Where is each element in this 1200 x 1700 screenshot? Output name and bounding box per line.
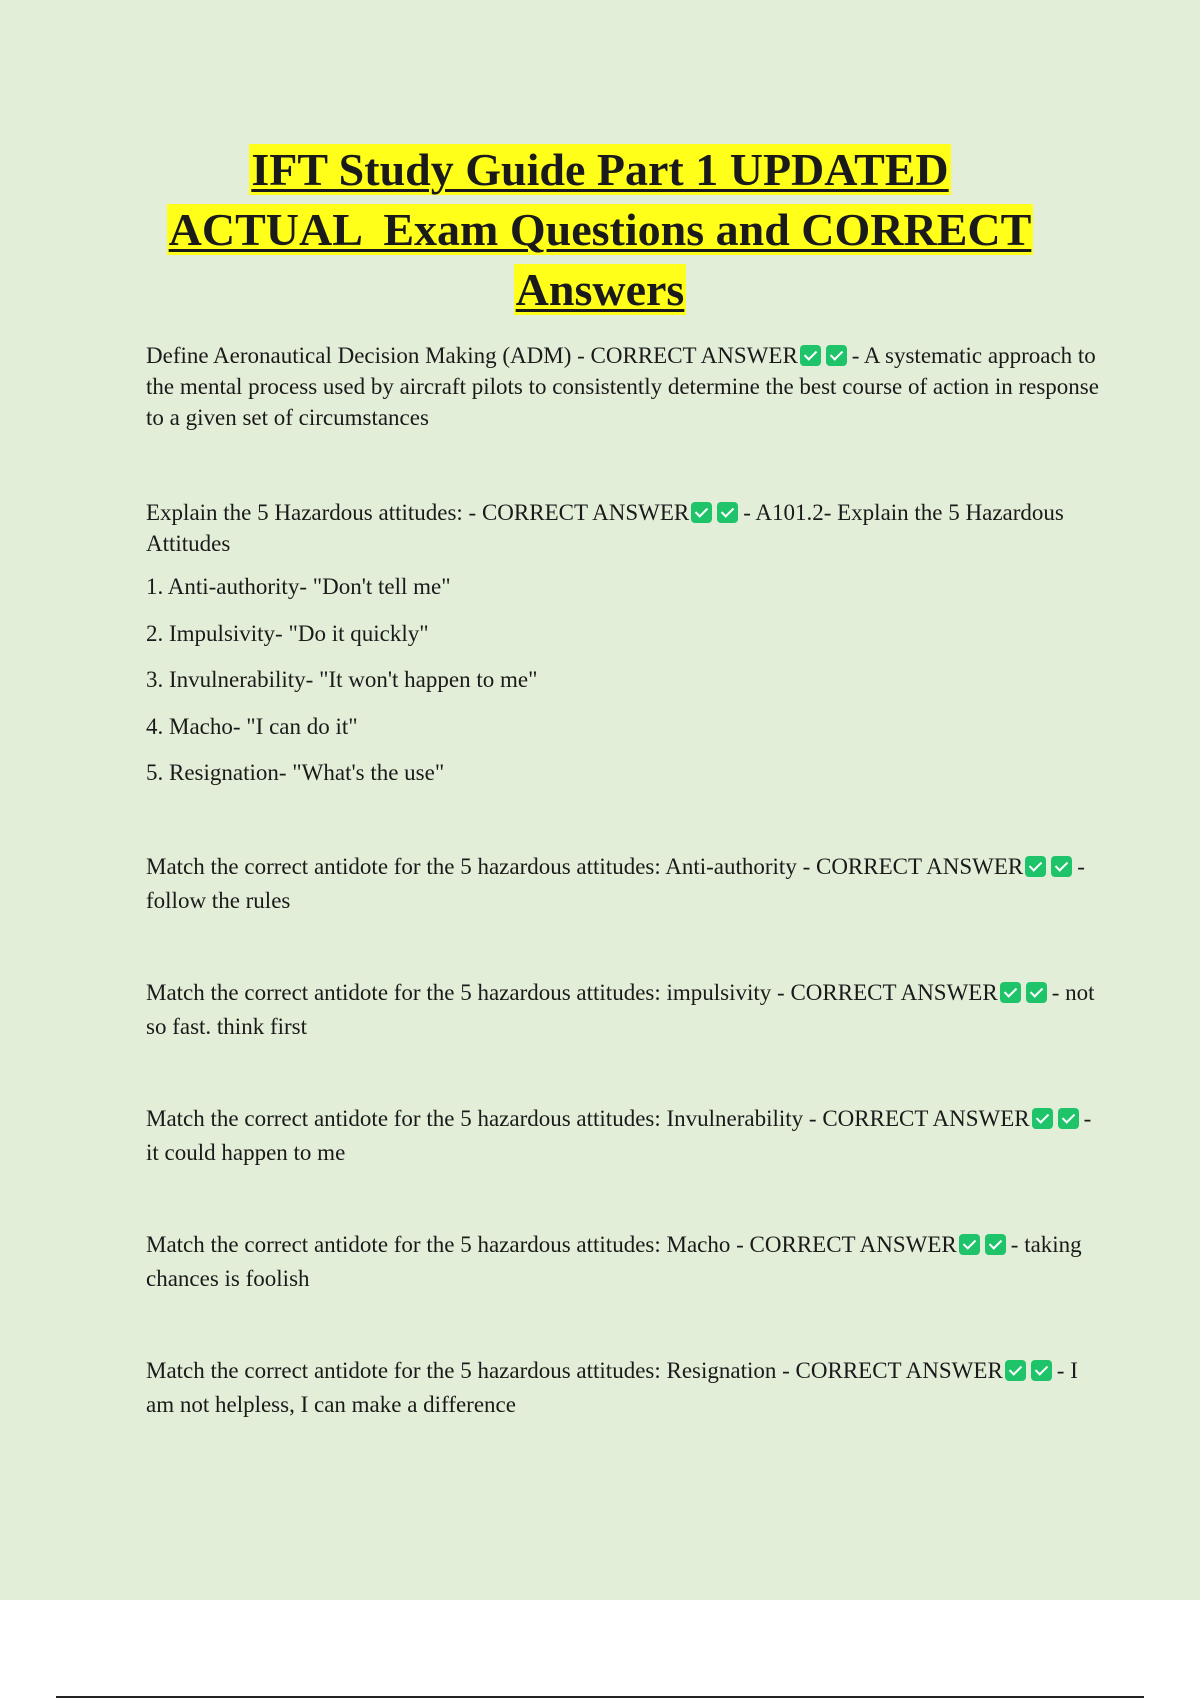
check-box-icon [717,502,738,523]
check-box-icon [1000,982,1021,1003]
check-box-icon [1051,856,1072,877]
attitude-list-item: 3. Invulnerability- "It won't happen to me" [146,667,538,692]
check-box-icon [959,1234,980,1255]
qa-item-adm [146,340,1106,433]
title-line-1: IFT Study Guide Part 1 UPDATED [251,144,949,195]
qa-content [146,340,1106,1480]
question-text: Explain the 5 Hazardous attitudes: - CORRECT ANSWER [146,500,690,525]
attitude-list-item: 4. Macho- "I can do it" [146,713,358,739]
check-box-icon [1005,1360,1026,1381]
title-line-3: Answers [515,264,685,315]
check-box-icon [691,502,712,523]
attitude-list-item: 2. Impulsivity- "Do it quickly" [146,620,429,646]
check-box-icon [1032,1108,1053,1129]
qa-item-impulsivity [146,976,1106,1044]
question-text: Match the correct antidote for the 5 hazardous attitudes: Anti-authority - CORRECT ANSWER [146,854,1024,879]
question-text: Define Aeronautical Decision Making (ADM) - CORRECT ANSWER [146,343,798,368]
answer-text: - not so fast. think first [146,980,1095,1039]
check-box-icon [1058,1108,1079,1129]
answer-text: - A systematic approach to the mental process used by aircraft pilots to consistently determine the best course of action in response to a given set of circumstances [146,343,1099,430]
check-box-icon [985,1234,1006,1255]
answer-text: - I am not helpless, I can make a difference [146,1358,1078,1417]
check-box-icon [826,345,847,366]
answer-text: - follow the rules [146,854,1085,913]
check-box-icon [800,345,821,366]
question-text: Match the correct antidote for the 5 hazardous attitudes: Macho - CORRECT ANSWER [146,1232,957,1257]
question-text: Match the correct antidote for the 5 hazardous attitudes: Invulnerability - CORRECT ANSWER [146,1106,1030,1131]
attitude-list-item: 5. Resignation- "What's the use" [146,760,445,785]
footer-divider [56,1696,1144,1698]
qa-item-resignation [146,1354,1106,1422]
qa-item-anti-authority [146,850,1106,918]
qa-item-invulnerability [146,1102,1106,1170]
question-text: Match the correct antidote for the 5 hazardous attitudes: impulsivity - CORRECT ANSWER [146,980,998,1005]
check-box-icon [1025,856,1046,877]
qa-item-hazardous-attitudes [146,497,1106,559]
attitude-list-item: 1. Anti-authority- "Don't tell me" [146,574,451,599]
qa-item-macho [146,1228,1106,1296]
answer-text: - it could happen to me [146,1106,1092,1165]
title-line-2: ACTUAL Exam Questions and CORRECT [168,204,1032,255]
question-text: Match the correct antidote for the 5 hazardous attitudes: Resignation - CORRECT ANSWER [146,1358,1003,1383]
check-box-icon [1026,982,1047,1003]
answer-text: - A101.2- Explain the 5 Hazardous Attitudes [146,500,1064,556]
answer-text: - taking chances is foolish [146,1232,1082,1291]
document-title [100,140,1100,320]
check-box-icon [1031,1360,1052,1381]
